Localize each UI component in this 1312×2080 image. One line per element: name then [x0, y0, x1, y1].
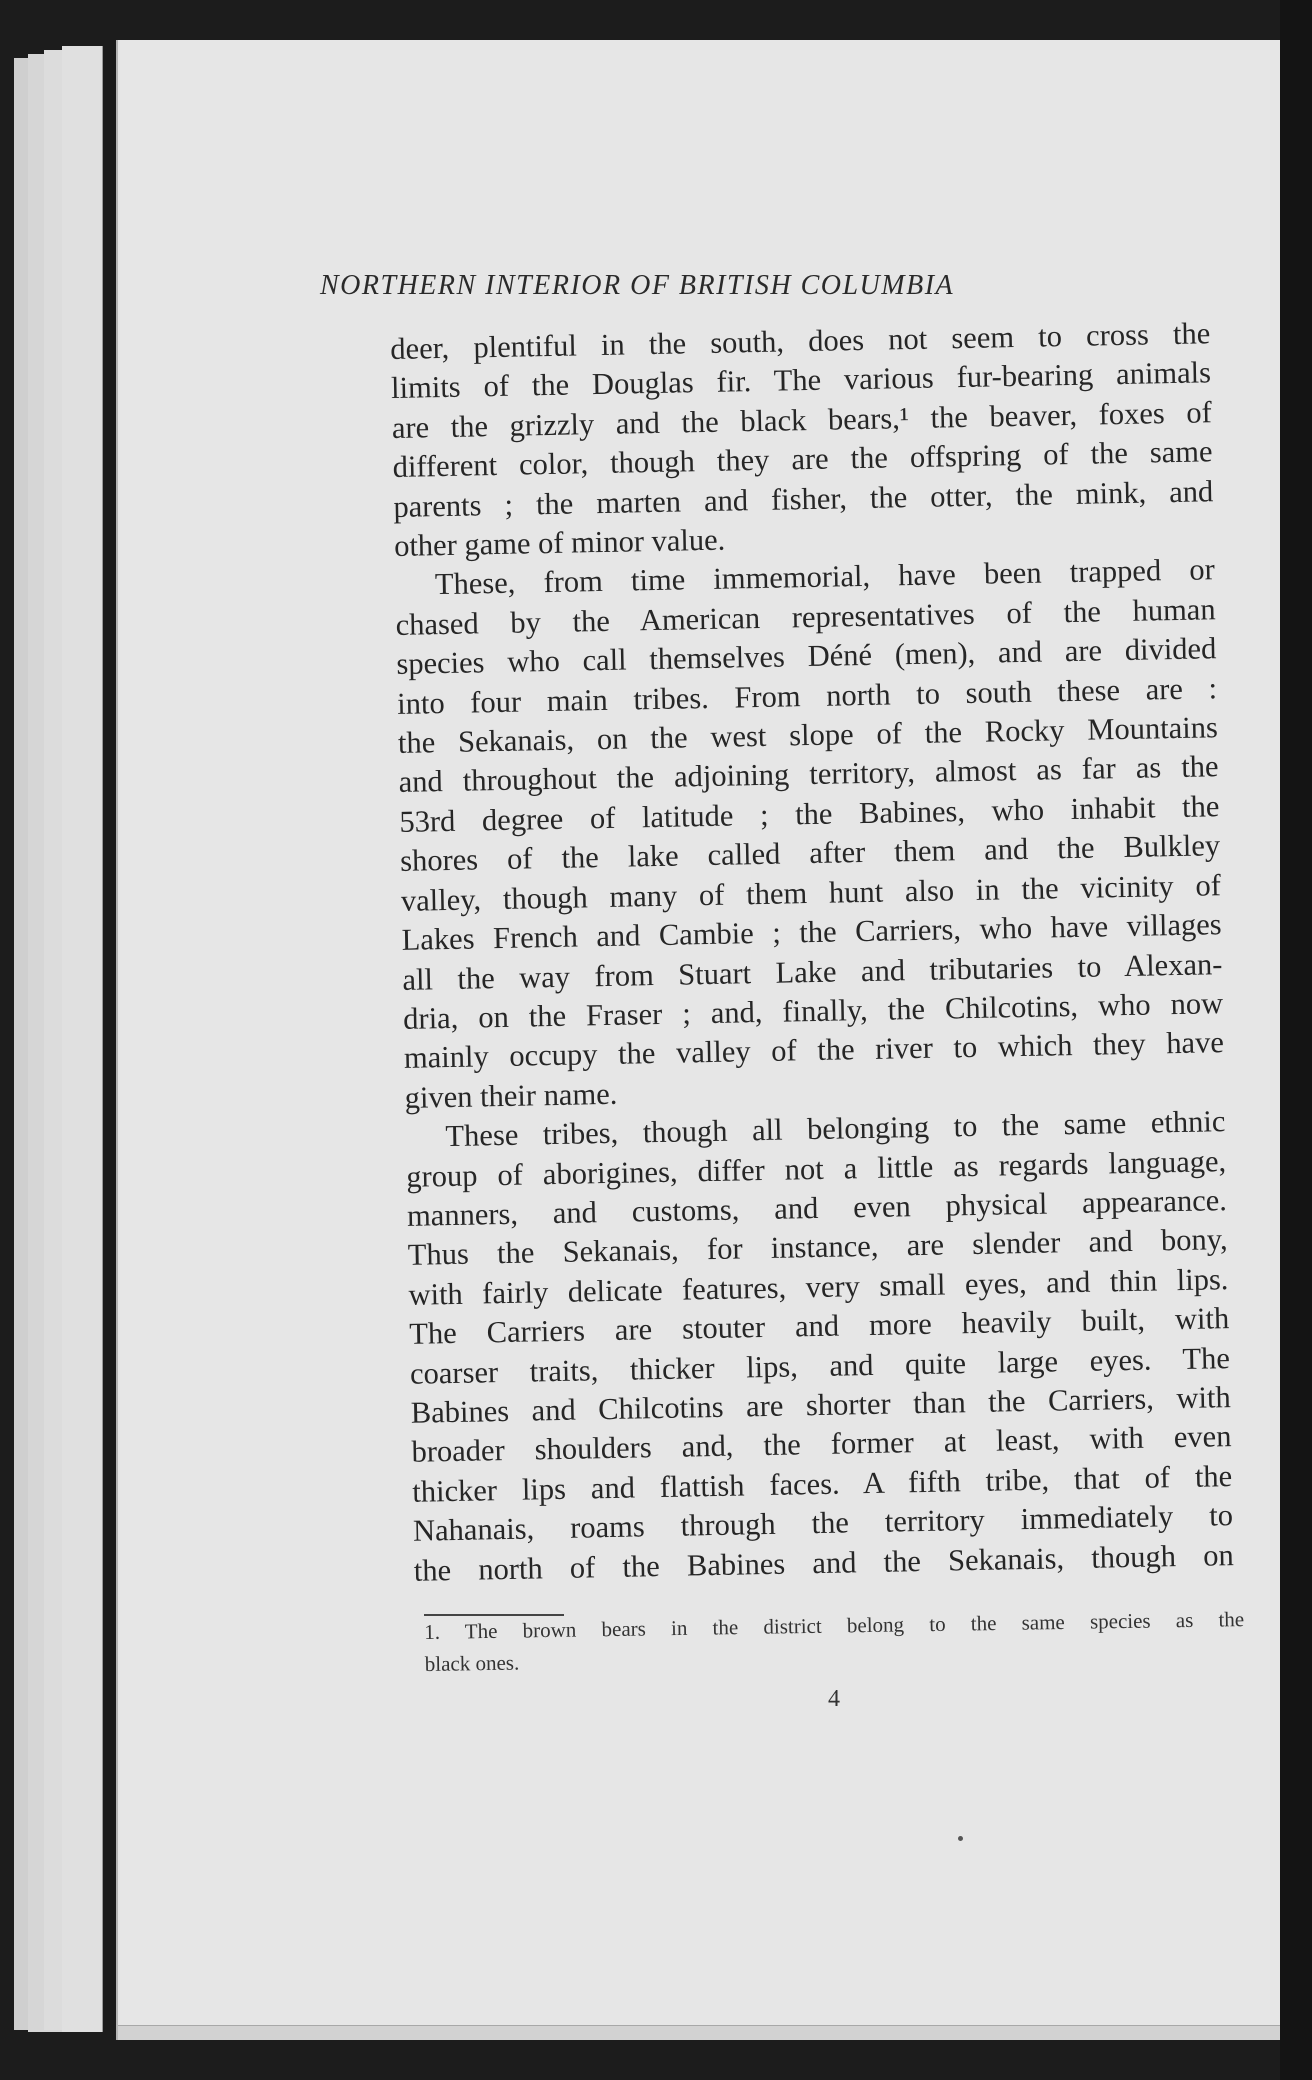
text-line: coarser traits, thicker lips, and quite large eyes. The: [409, 1340, 1231, 1391]
text-line: group of aborigines, differ not a little as regards language,: [405, 1143, 1227, 1194]
running-head: NORTHERN INTERIOR OF BRITISH COLUMBIA: [320, 270, 955, 301]
text-line: These tribes, though all belonging to the same ethnic: [445, 1104, 1226, 1154]
text-line: limits of the Douglas fir. The various fur-bearing animals: [390, 355, 1212, 406]
text-line: the north of the Babines and the Sekanais, though on: [413, 1537, 1234, 1588]
text-line: dria, on the Fraser ; and, finally, the Chilcotins, who now: [402, 986, 1224, 1036]
body-text: [390, 314, 1234, 1591]
text-line: other game of minor value.: [393, 522, 726, 563]
text-line: the Sekanais, on the west slope of the Rocky Mountains: [397, 710, 1219, 760]
text-line: valley, though many of them hunt also in the vicinity of: [400, 867, 1222, 918]
footnote-line: black ones.: [424, 1650, 520, 1676]
text-line: shores of the lake called after them and the Bulkley: [399, 828, 1221, 879]
text-line: thicker lips and flattish faces. A fifth tribe, that of the: [411, 1458, 1233, 1509]
scan-background: [1280, 0, 1312, 2080]
text-line: Lakes French and Cambie ; the Carriers, who have villages: [401, 907, 1222, 957]
footnote-line: 1. The brown bears in the district belong to the same species as the: [424, 1607, 1245, 1644]
page-number: 4: [828, 1686, 840, 1712]
text-line: manners, and customs, and even physical appearance.: [406, 1183, 1228, 1233]
page-edge: [62, 46, 103, 2032]
text-line: 53rd degree of latitude ; the Babines, who inhabit the: [399, 789, 1220, 839]
text-line: all the way from Stuart Lake and tributaries to Alexan-: [402, 946, 1223, 997]
text-line: and throughout the adjoining territory, almost as far as the: [398, 749, 1219, 800]
page-bottom-edge: [118, 2025, 1280, 2040]
text-line: Nahanais, roams through the territory immediately to: [412, 1498, 1234, 1548]
text-line: are the grizzly and the black bears,¹ the beaver, foxes of: [391, 395, 1213, 445]
text-line: given their name.: [404, 1076, 618, 1115]
text-line: broader shoulders and, the former at least, with even: [411, 1419, 1232, 1470]
footnote: [424, 1603, 1245, 1680]
paragraph: [395, 551, 1225, 1118]
paragraph: [405, 1102, 1234, 1591]
text-line: These, from time immemorial, have been trapped or: [434, 552, 1216, 602]
paragraph: [390, 314, 1214, 566]
text-line: parents ; the marten and fisher, the otter, the mink, and: [393, 473, 1214, 524]
scan-speck: [958, 1836, 963, 1841]
text-line: chased by the American representatives of the human: [395, 592, 1216, 642]
text-line: Babines and Chilcotins are shorter than the Carriers, with: [410, 1380, 1231, 1430]
text-line: into four main tribes. From north to south these are :: [396, 670, 1218, 721]
text-line: deer, plentiful in the south, does not seem to cross the: [390, 316, 1211, 366]
text-line: mainly occupy the valley of the river to which they have: [403, 1025, 1225, 1076]
text-line: Thus the Sekanais, for instance, are slender and bony,: [407, 1222, 1228, 1273]
text-line: with fairly delicate features, very small eyes, and thin lips.: [408, 1261, 1229, 1312]
text-line: different color, though they are the offspring of the same: [392, 434, 1213, 485]
text-line: species who call themselves Déné (men), and are divided: [396, 631, 1217, 682]
text-line: The Carriers are stouter and more heavily built, with: [408, 1301, 1230, 1351]
